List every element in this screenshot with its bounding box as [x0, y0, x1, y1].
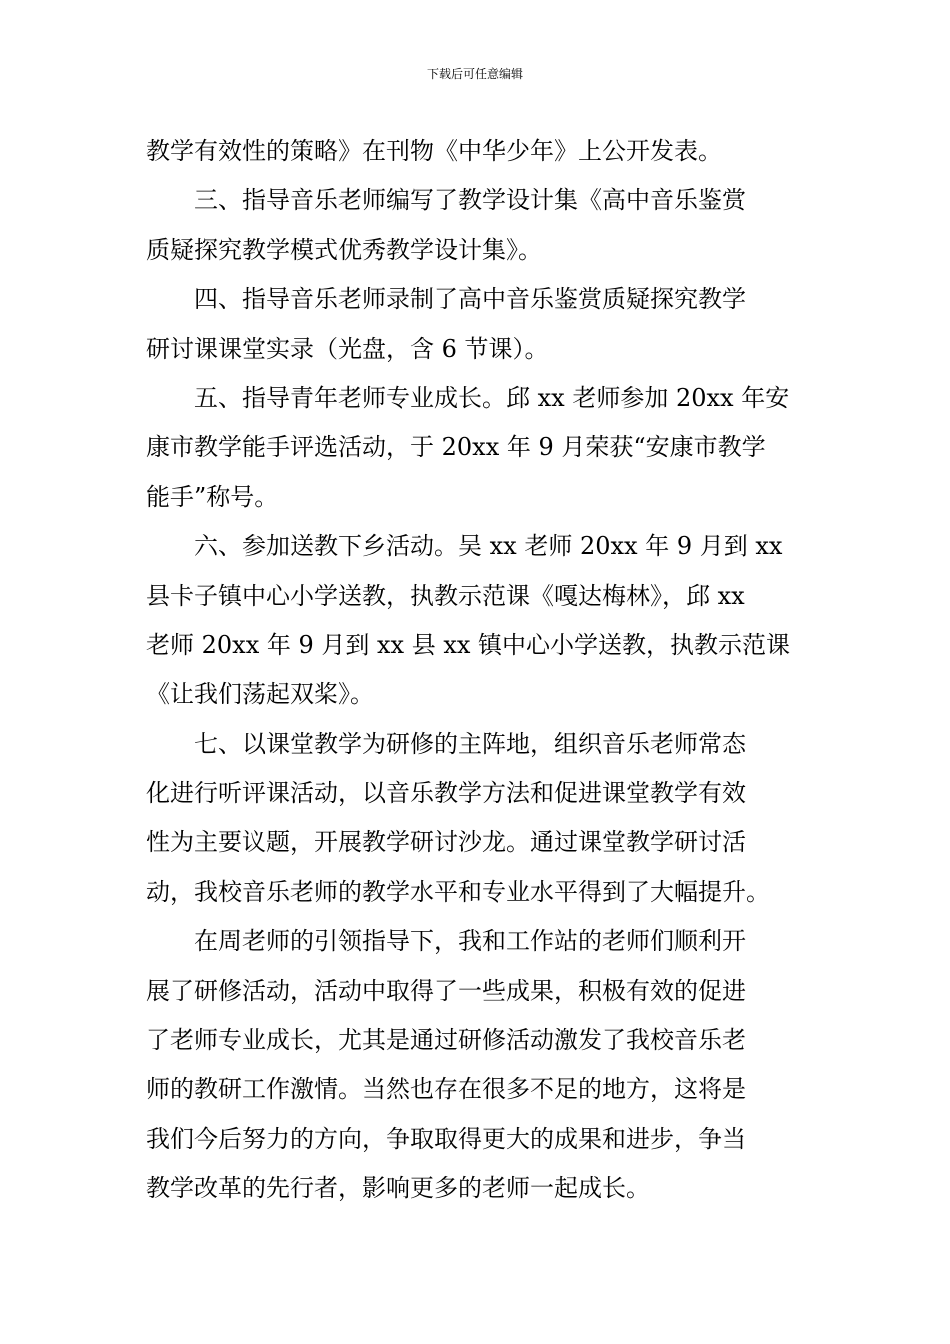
text-line: 七、以课堂教学为研修的主阵地，组织音乐老师常态 [194, 729, 746, 758]
text-line: 能手”称号。 [146, 482, 279, 511]
text-line: 教学改革的先行者，影响更多的老师一起成长。 [146, 1174, 650, 1203]
text-line: 我们今后努力的方向，争取取得更大的成果和进步，争当 [146, 1124, 746, 1153]
text-line: 研讨课课堂实录（光盘，含 6 节课）。 [146, 334, 549, 363]
text-line: 质疑探究教学模式优秀教学设计集》。 [146, 235, 542, 264]
text-line: 了老师专业成长，尤其是通过研修活动激发了我校音乐老 [146, 1026, 746, 1055]
text-line: 师的教研工作激情。当然也存在很多不足的地方，这将是 [146, 1075, 746, 1104]
page-header: 下载后可任意编辑 [426, 67, 523, 81]
text-line: 动，我校音乐老师的教学水平和专业水平得到了大幅提升。 [146, 877, 770, 906]
text-line: 化进行听评课活动，以音乐教学方法和促进课堂教学有效 [146, 779, 746, 808]
text-line: 县卡子镇中心小学送教，执教示范课《嘎达梅林》，邱 xx [146, 581, 745, 610]
text-line: 性为主要议题，开展教学研讨沙龙。通过课堂教学研讨活 [146, 828, 746, 857]
text-line: 老师 20xx 年 9 月到 xx 县 xx 镇中心小学送教，执教示范课 [146, 630, 791, 659]
text-line: 康市教学能手评选活动，于 20xx 年 9 月荣获“安康市教学 [146, 433, 766, 462]
text-line: 展了研修活动，活动中取得了一些成果，积极有效的促进 [146, 976, 746, 1005]
text-line: 四、指导音乐老师录制了高中音乐鉴赏质疑探究教学 [194, 285, 746, 314]
body-text [146, 127, 806, 1214]
text-line: 在周老师的引领指导下，我和工作站的老师们顺利开 [194, 927, 746, 956]
text-line: 五、指导青年老师专业成长。邱 xx 老师参加 20xx 年安 [194, 383, 790, 412]
text-line: 教学有效性的策略》在刊物《中华少年》上公开发表。 [146, 137, 722, 165]
text-line: 六、参加送教下乡活动。吴 xx 老师 20xx 年 9 月到 xx [194, 532, 783, 561]
text-line: 三、指导音乐老师编写了教学设计集《高中音乐鉴赏 [194, 186, 746, 215]
text-line: 《让我们荡起双桨》。 [146, 680, 374, 709]
